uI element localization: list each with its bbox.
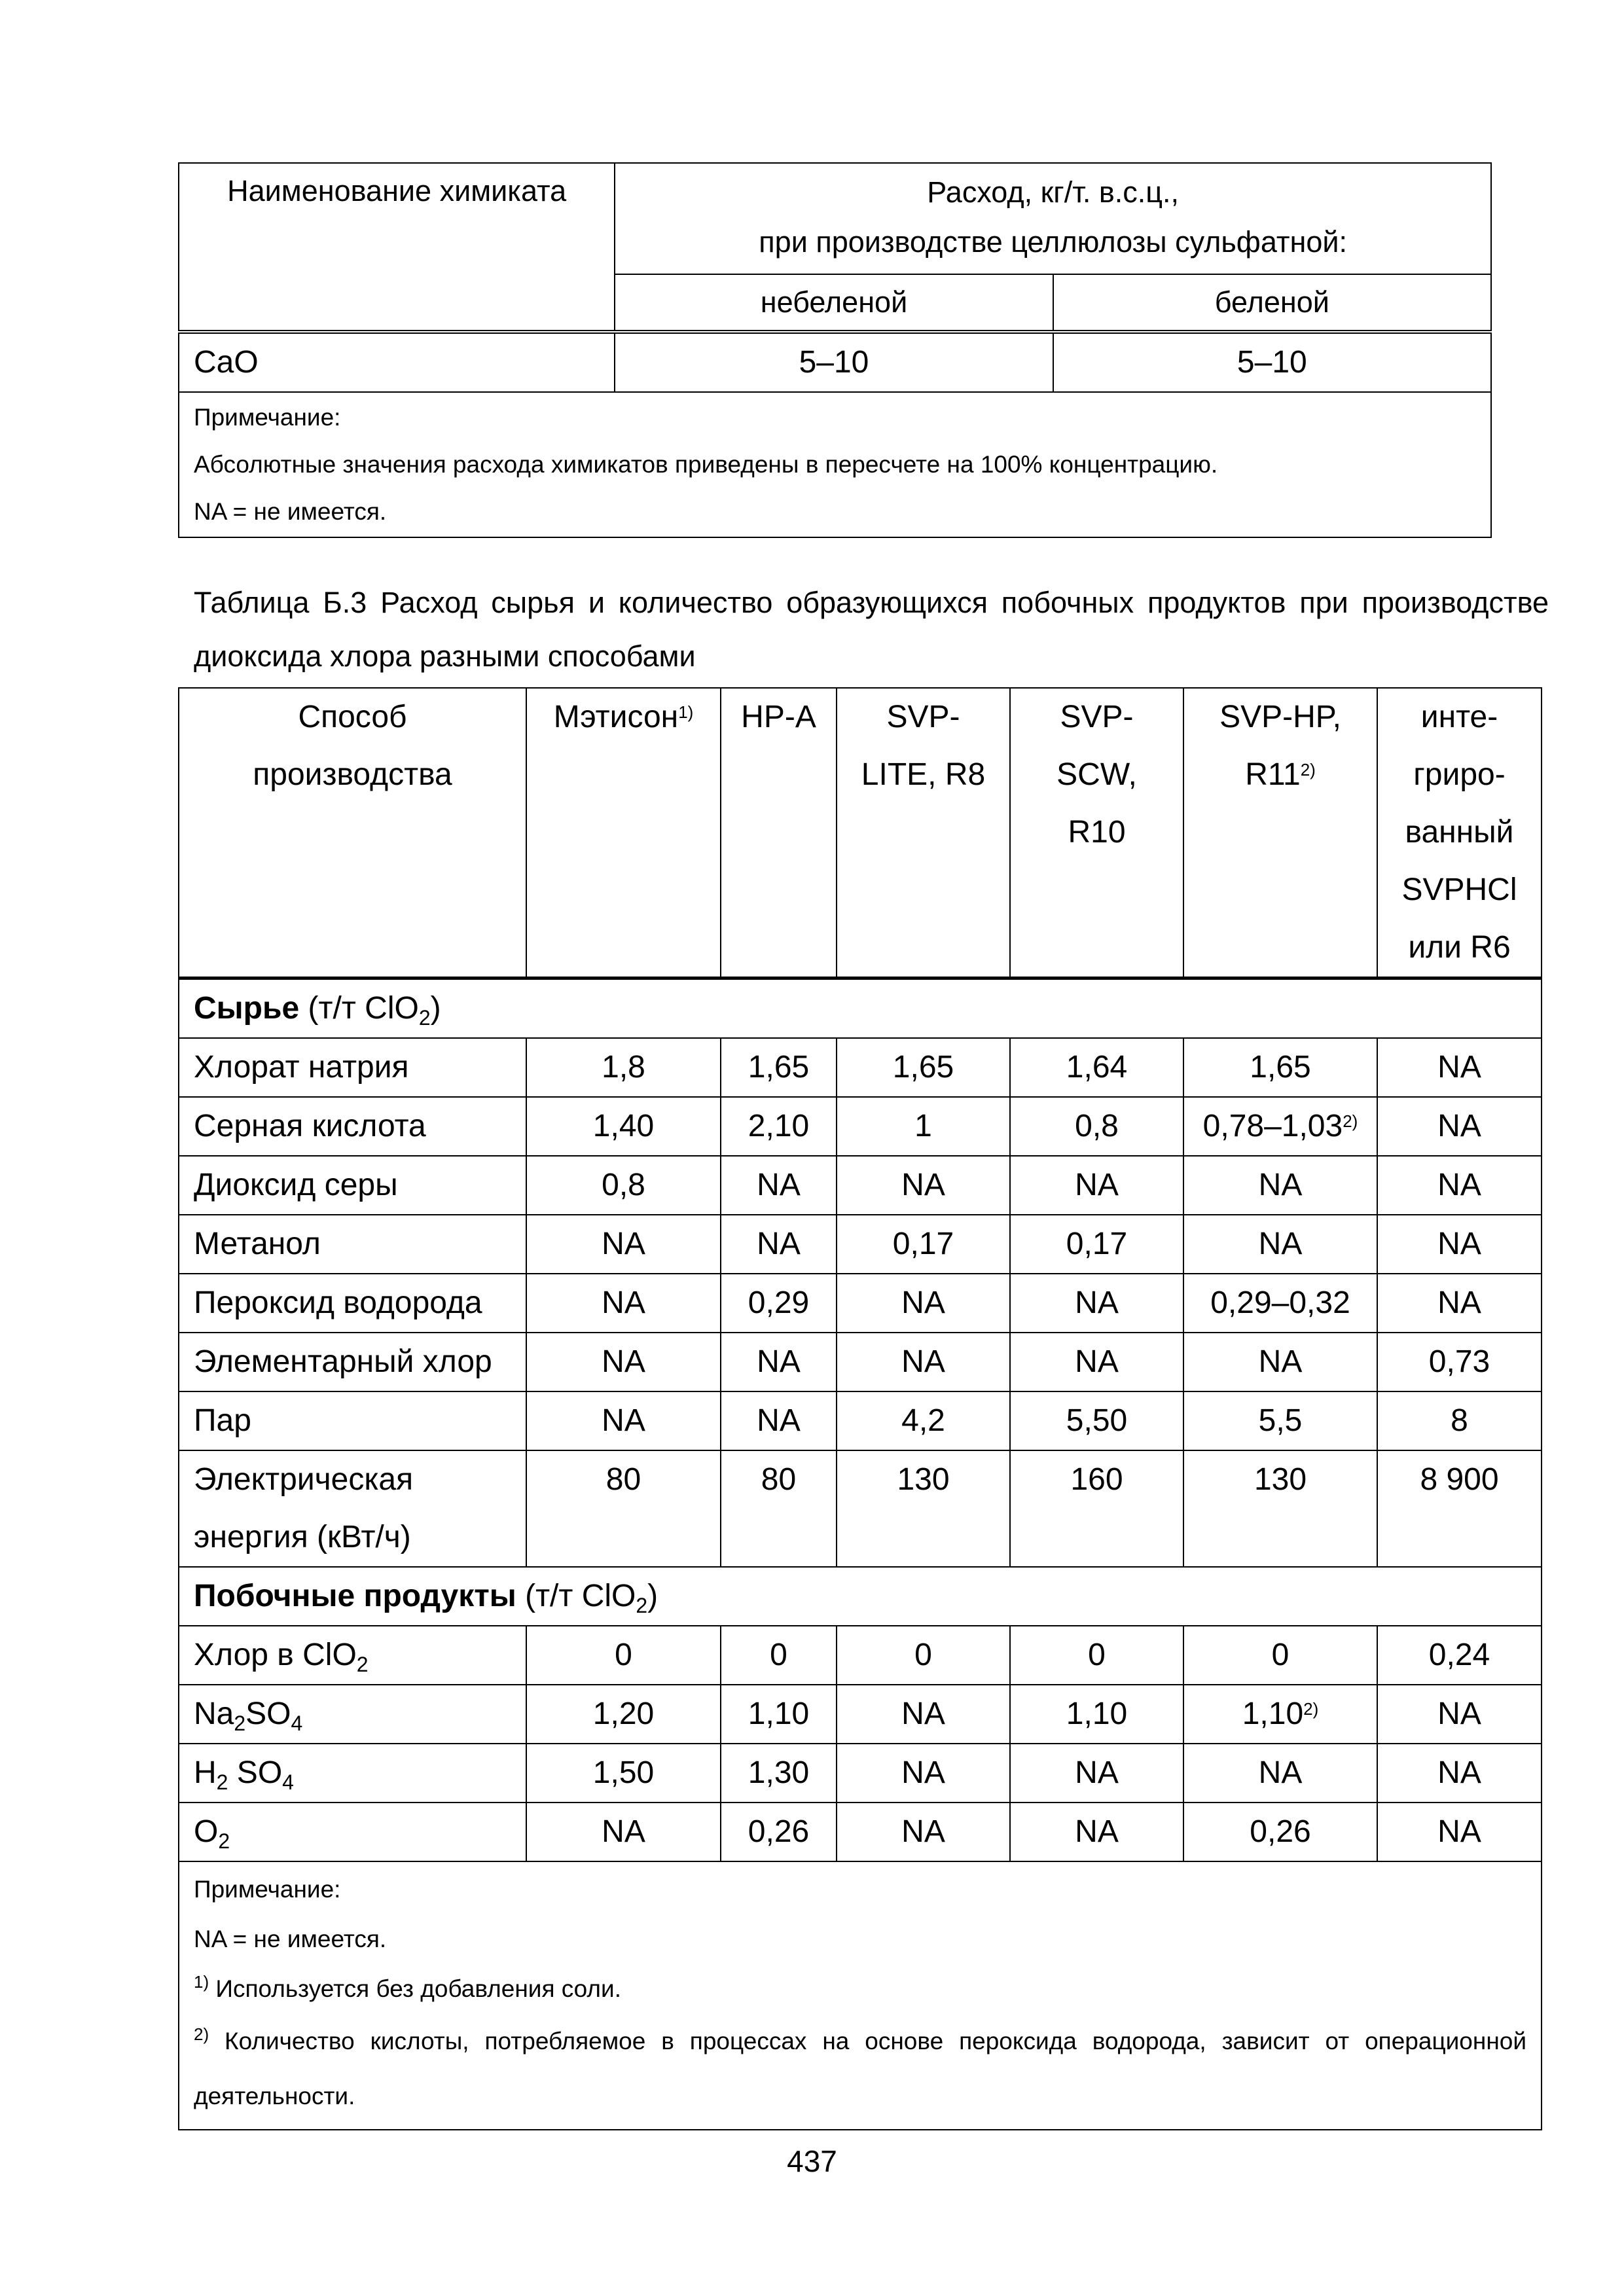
header-method: Способ производства	[179, 688, 526, 978]
raw-row: Пероксид водорода NA 0,29 NA NA 0,29–0,32 NA	[179, 1274, 1542, 1333]
header-mathieson: Мэтисон$^{1)}$	[526, 688, 721, 978]
raw-row: Хлорат натрия 1,8 1,65 1,65 1,64 1,65 NA	[179, 1038, 1542, 1097]
raw-row: Элементарный хлор NA NA NA NA NA 0,73	[179, 1333, 1542, 1391]
row-name: CaO	[179, 332, 615, 392]
by-product-row: $H_2$ $SO_4$ 1,50 1,30 NA NA NA NA	[179, 1744, 1542, 1803]
by-product-row: $O_2$ NA 0,26 NA NA 0,26 NA	[179, 1803, 1542, 1861]
raw-row: Диоксид серы 0,8 NA NA NA NA NA	[179, 1156, 1542, 1215]
section-raw-materials: Сырье (т/т ClO$_2$)	[179, 978, 1542, 1039]
page-number: 437	[787, 2144, 837, 2178]
by-product-row: Хлор в ClO$_2$ 0 0 0 0 0 0,24	[179, 1626, 1542, 1685]
header-svp-hp: SVP-HP, R11$^{2)}$	[1183, 688, 1377, 978]
section-by-products: Побочные продукты (т/т ClO$_2$)	[179, 1567, 1542, 1626]
raw-row: Метанол NA NA 0,17 0,17 NA NA	[179, 1215, 1542, 1274]
raw-row: Серная кислота 1,40 2,10 1 0,8 0,78–1,03$^{2)}$ NA	[179, 1097, 1542, 1156]
energy-row: Электрическая энергия (кВт/ч) 80 80 130 160 130 8 900	[179, 1450, 1542, 1567]
table2-note: Примечание: NA = не имеется. $^{1)}$ Используется без добавления соли. $^{2)}$ Количество кислоты, потребляемое в процессах на основе пероксида водорода, зависит от операционной деятельности.	[179, 1861, 1542, 2130]
row-bleached: 5–10	[1053, 332, 1491, 392]
header-svp-lite: SVP- LITE, R8	[837, 688, 1010, 978]
row-unbleached: 5–10	[615, 332, 1053, 392]
header-chemical-name: Наименование химиката	[179, 163, 615, 332]
chemical-consumption-table	[178, 162, 1492, 538]
table1-note: Примечание: Абсолютные значения расхода химикатов приведены в пересчете на 100% концентрацию. NA = не имеется.	[179, 392, 1491, 537]
header-unbleached: небеленой	[615, 274, 1053, 332]
header-hpa: HP-A	[721, 688, 837, 978]
header-bleached: беленой	[1053, 274, 1491, 332]
raw-row: Пар NA NA 4,2 5,50 5,5 8	[179, 1391, 1542, 1450]
header-svp-scw: SVP- SCW, R10	[1010, 688, 1183, 978]
header-consumption: Расход, кг/т. в.с.ц., при производстве целлюлозы сульфатной:	[615, 163, 1491, 274]
by-product-row: $Na_2SO_4$ 1,20 1,10 NA 1,10 1,10$^{2)}$ NA	[179, 1685, 1542, 1744]
table-caption: Таблица Б.3 Расход сырья и количество образующихся побочных продуктов при производстве диоксида хлора разными способами	[194, 586, 1549, 673]
header-integrated: инте- гриро- ванный SVPHCl или R6	[1377, 688, 1542, 978]
chlorine-dioxide-table	[178, 687, 1542, 2130]
